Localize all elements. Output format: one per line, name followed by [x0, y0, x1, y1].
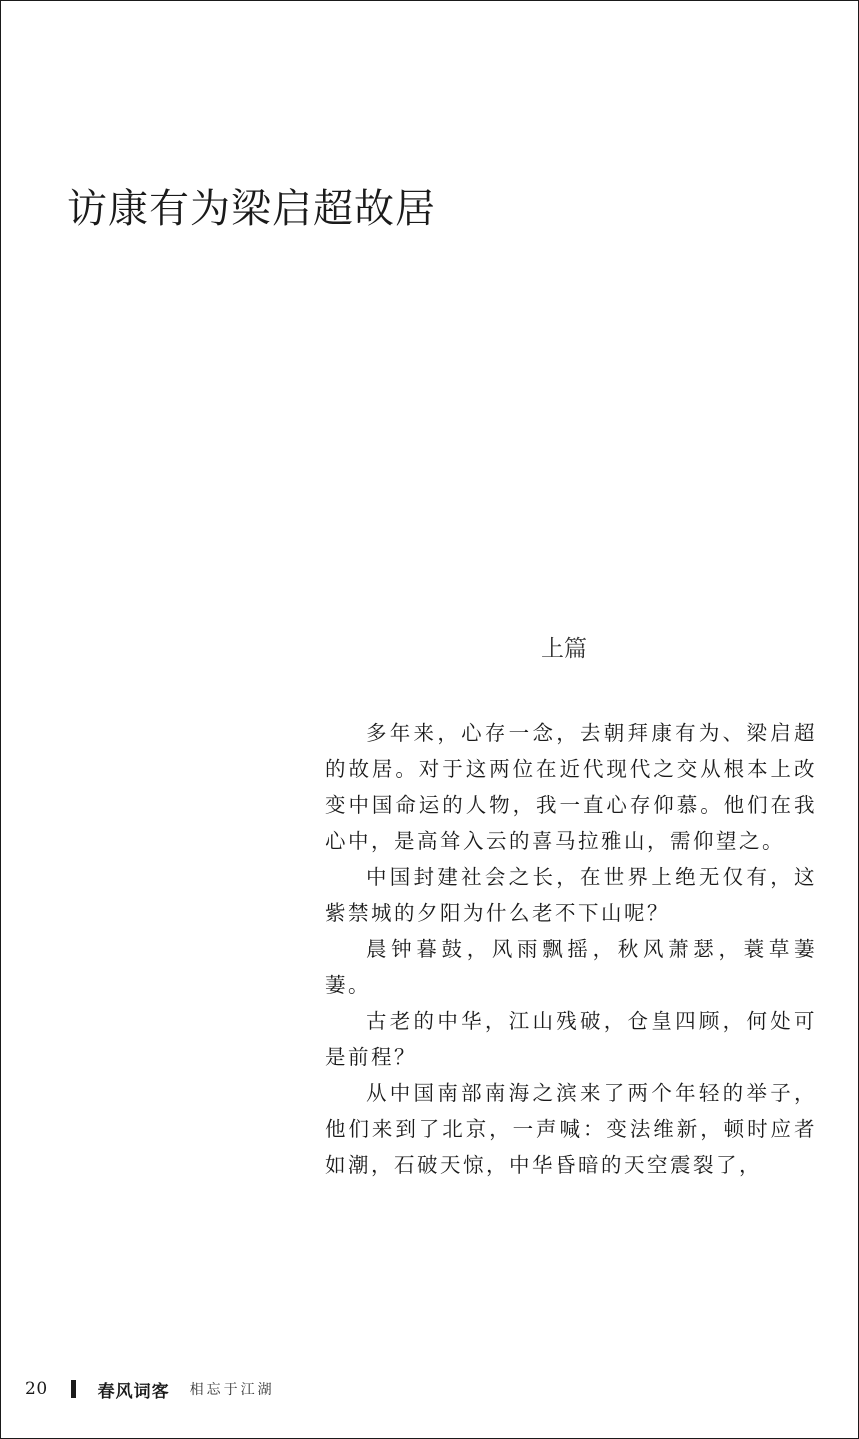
paragraph: 晨钟暮鼓，风雨飘摇，秋风萧瑟，蓑草萋萋。 [325, 937, 817, 997]
book-title: 春风词客 [97, 1381, 170, 1402]
section-heading: 上篇 [541, 636, 587, 662]
article-title: 访康有为梁启超故居 [67, 186, 436, 232]
paragraph: 中国封建社会之长，在世界上绝无仅有，这紫禁城的夕阳为什么老不下山呢？ [325, 865, 817, 925]
paragraph: 多年来，心存一念，去朝拜康有为、梁启超的故居。对于这两位在近代现代之交从根本上改变中国命运的人物，我一直心存仰慕。他们在我心中，是高耸入云的喜马拉雅山，需仰望之。 [325, 721, 817, 853]
page-footer [25, 1375, 275, 1403]
page-number: 20 [25, 1379, 48, 1399]
paragraph: 从中国南部南海之滨来了两个年轻的举子，他们来到了北京，一声喊：变法维新，顿时应者如潮，石破天惊，中华昏暗的天空震裂了， [325, 1081, 817, 1177]
footer-divider [71, 1380, 76, 1398]
chapter-title: 相忘于江湖 [189, 1382, 275, 1398]
paragraph: 古老的中华，江山残破，仓皇四顾，何处可是前程？ [325, 1009, 817, 1069]
article-body [325, 715, 817, 1183]
